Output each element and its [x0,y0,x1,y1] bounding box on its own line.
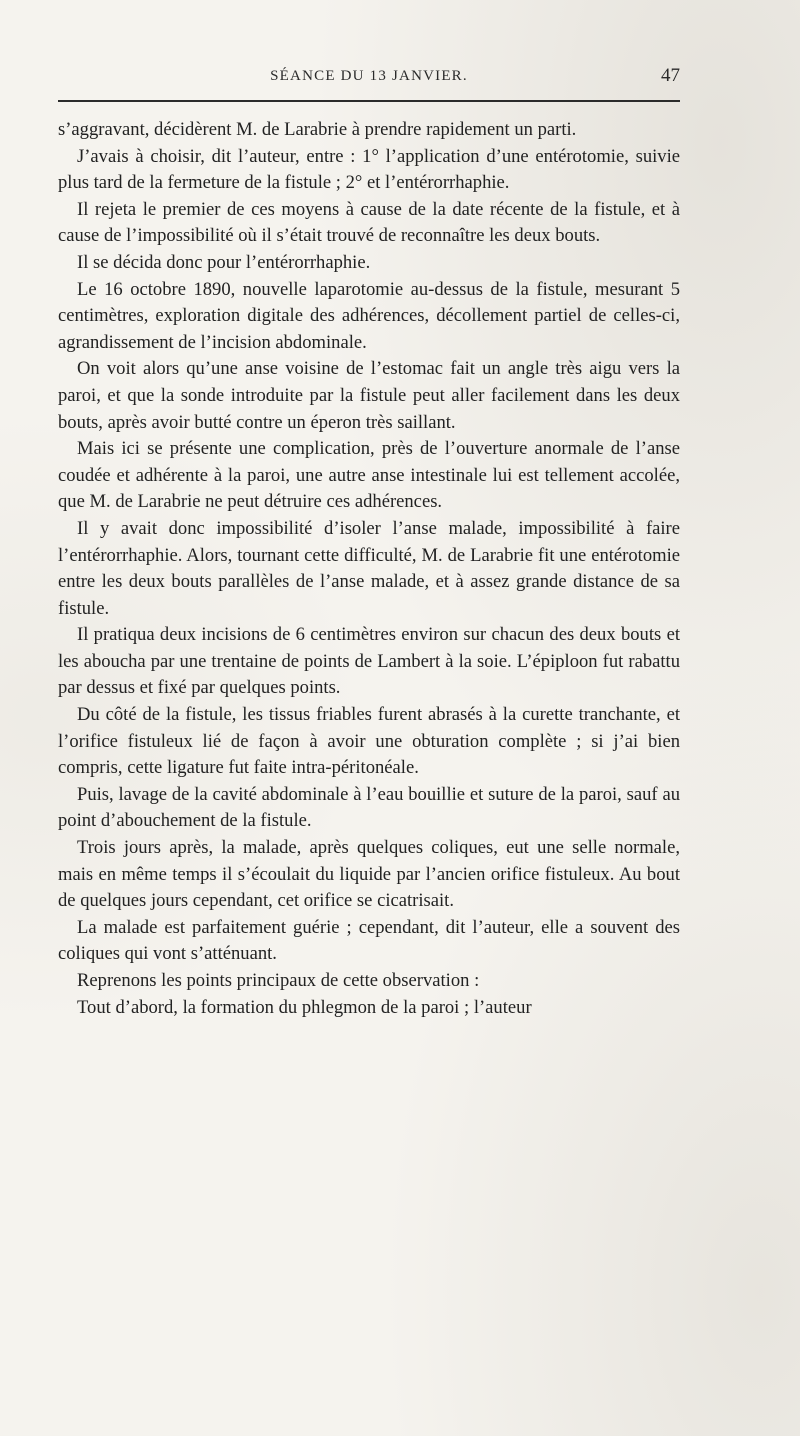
paragraph: Il pratiqua deux incisions de 6 centimètres environ sur chacun des deux bouts et les aboucha par une trentaine de points de Lambert à la soie. L’épiploon fut rabattu par dessus et fixé par quelques points. [58,624,680,699]
paragraph: Du côté de la fistule, les tissus friables furent abrasés à la curette tranchante, et l’orifice fistuleux lié de façon à avoir une obturation complète ; si j’ai bien compris, cette ligature fut faite intra-péritonéale. [58,704,680,779]
paragraph: Il se décida donc pour l’entérorrhaphie. [77,251,371,273]
paragraph: On voit alors qu’une anse voisine de l’estomac fait un angle très aigu vers la paroi, et que la sonde introduite par la fistule peut aller facilement dans les deux bouts, après avoir butté contre un éperon très saillant. [58,358,680,433]
paragraph: Il rejeta le premier de ces moyens à cause de la date récente de la fistule, et à cause de l’impossibilité où il s’était trouvé de reconnaître les deux bouts. [58,198,680,247]
header-rule [58,100,680,102]
paragraph: Il y avait donc impossibilité d’isoler l’anse malade, impossibilité à faire l’entérorrhaphie. Alors, tournant cette difficulté, M. de Larabrie fit une entérotomie entre les deux bouts parallèles de l’anse malade, et à assez grande distance de sa fistule. [58,517,680,619]
paragraph: Reprenons les points principaux de cette observation : [77,970,480,991]
running-title: SÉANCE DU 13 JANVIER. [270,68,468,84]
page-number: 47 [661,65,680,86]
paragraph: s’aggravant, décidèrent M. de Larabrie à prendre rapidement un parti. [58,119,577,140]
paragraph: Mais ici se présente une complication, près de l’ouverture anormale de l’anse coudée et adhérente à la paroi, une autre anse intestinale lui est tellement accolée, que M. de Larabrie ne peut détruire ces adhérences. [58,438,680,513]
paragraph: Trois jours après, la malade, après quelques coliques, eut une selle normale, mais en même temps il s’écoulait du liquide par l’ancien orifice fistuleux. Au bout de quelques jours cependant, cet orifice se cicatrisait. [58,837,680,912]
paragraph: Puis, lavage de la cavité abdominale à l’eau bouillie et suture de la paroi, sauf au point d’abouchement de la fistule. [58,783,680,832]
paragraph: Tout d’abord, la formation du phlegmon de la paroi ; l’auteur [77,996,532,1018]
paragraph: La malade est parfaitement guérie ; cependant, dit l’auteur, elle a souvent des coliques qui vont s’atténuant. [58,916,680,965]
body-text [58,117,680,1021]
paragraph: J’avais à choisir, dit l’auteur, entre : 1° l’application d’une entérotomie, suivie plus tard de la fermeture de la fistule ; 2° et l’entérorrhaphie. [58,145,680,194]
page-header [58,64,680,92]
paragraph: Le 16 octobre 1890, nouvelle laparotomie au-dessus de la fistule, mesurant 5 centimètres, exploration digitale des adhérences, décollement partiel de celles-ci, agrandissement de l’incision abdominale. [58,278,680,353]
